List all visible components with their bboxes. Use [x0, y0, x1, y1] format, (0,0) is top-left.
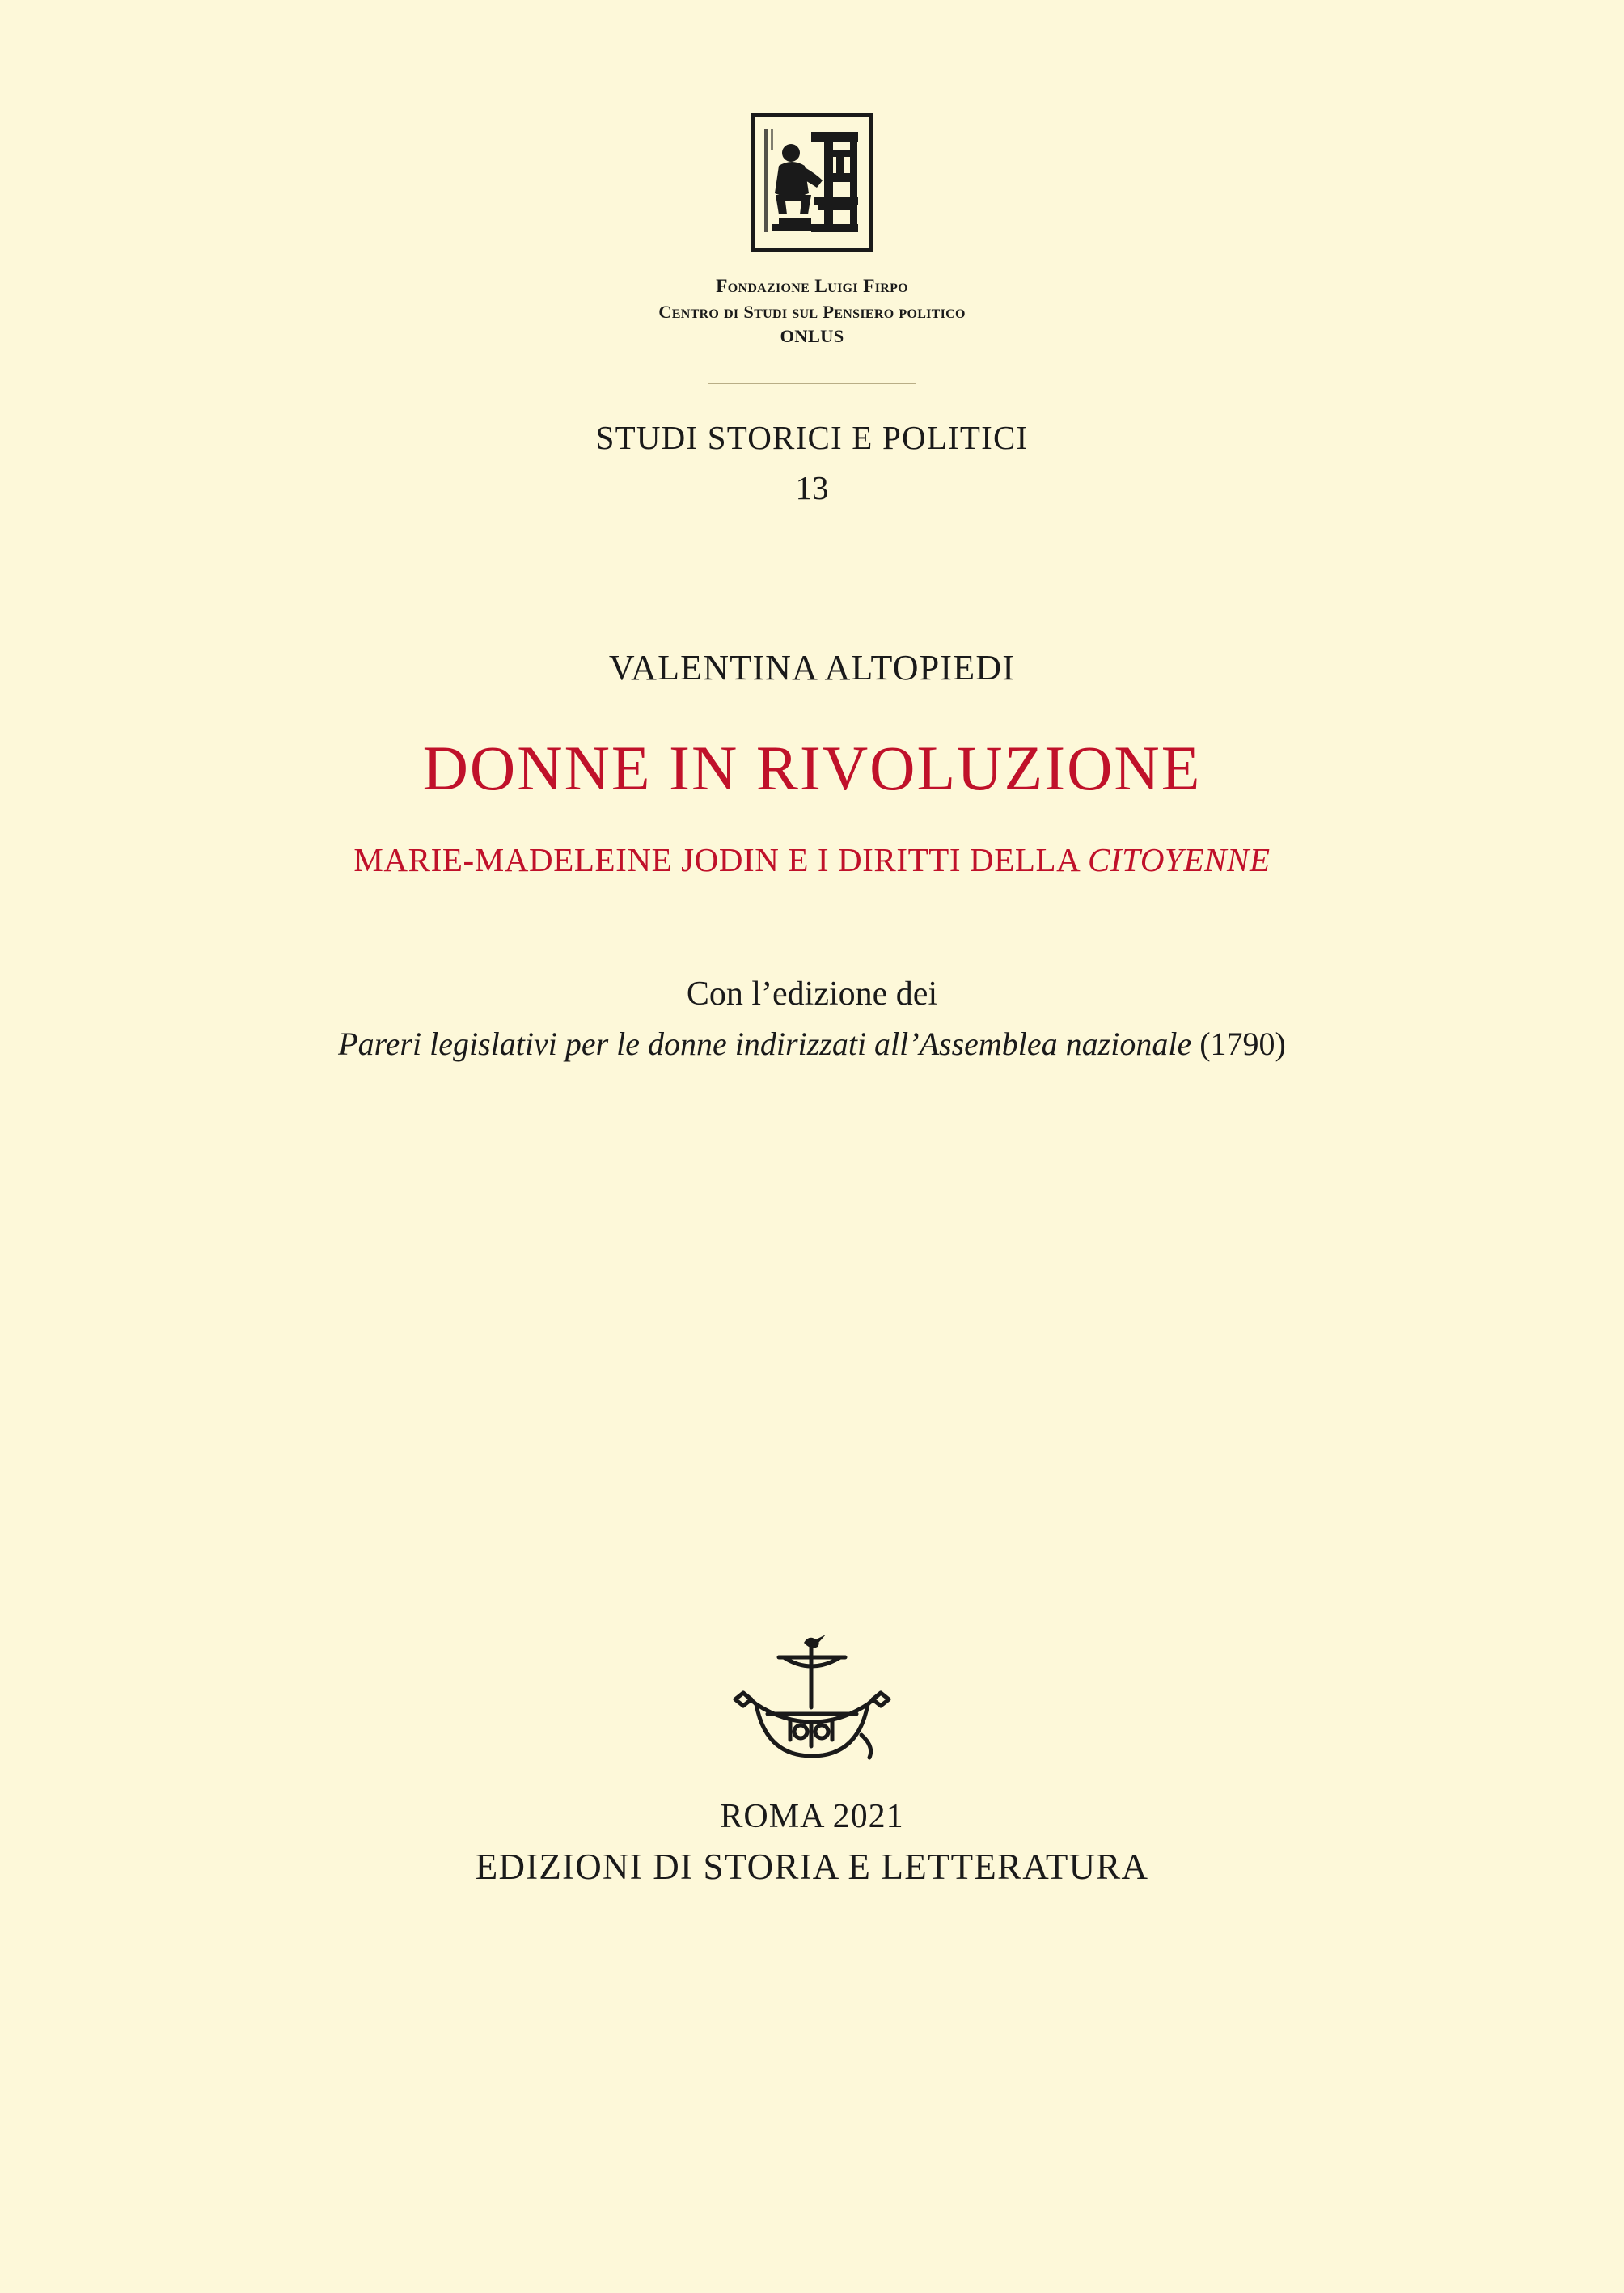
foundation-name-lines — [0, 274, 1624, 349]
series-number: 13 — [795, 469, 829, 507]
author-name: VALENTINA ALTOPIEDI — [608, 648, 1016, 687]
edition-note — [0, 975, 1624, 1063]
book-title: DONNE IN RIVOLUZIONE — [422, 733, 1202, 803]
foundation-line-2: Centro di Studi sul Pensiero politico — [658, 301, 966, 322]
ship-publisher-logo-icon — [0, 1630, 1624, 1779]
publisher-name: EDIZIONI DI STORIA E LETTERATURA — [475, 1847, 1149, 1887]
foundation-line-3: ONLUS — [780, 326, 844, 347]
edition-note-italic: Pareri legislativi per le donne indirizzati all’Assemblea nazionale — [338, 1025, 1192, 1062]
place-and-year: ROMA 2021 — [720, 1798, 904, 1835]
subtitle-main-text: MARIE-MADELEINE JODIN E I DIRITTI DELLA — [353, 840, 1088, 878]
edition-note-year: (1790) — [1191, 1025, 1286, 1062]
foundation-crest-block — [0, 113, 1624, 507]
printers-press-emblem-icon — [751, 113, 873, 252]
imprint-block — [0, 1630, 1624, 1888]
series-block — [0, 418, 1624, 507]
book-subtitle — [0, 840, 1624, 879]
title-block — [0, 647, 1624, 1063]
horizontal-divider — [708, 383, 916, 384]
edition-note-line-1: Con l’edizione dei — [686, 975, 938, 1013]
subtitle-italic-text: CITOYENNE — [1087, 840, 1271, 878]
edition-note-line-2 — [0, 1025, 1624, 1063]
foundation-line-1: Fondazione Luigi Firpo — [716, 276, 908, 297]
series-title: STUDI STORICI E POLITICI — [595, 419, 1029, 457]
